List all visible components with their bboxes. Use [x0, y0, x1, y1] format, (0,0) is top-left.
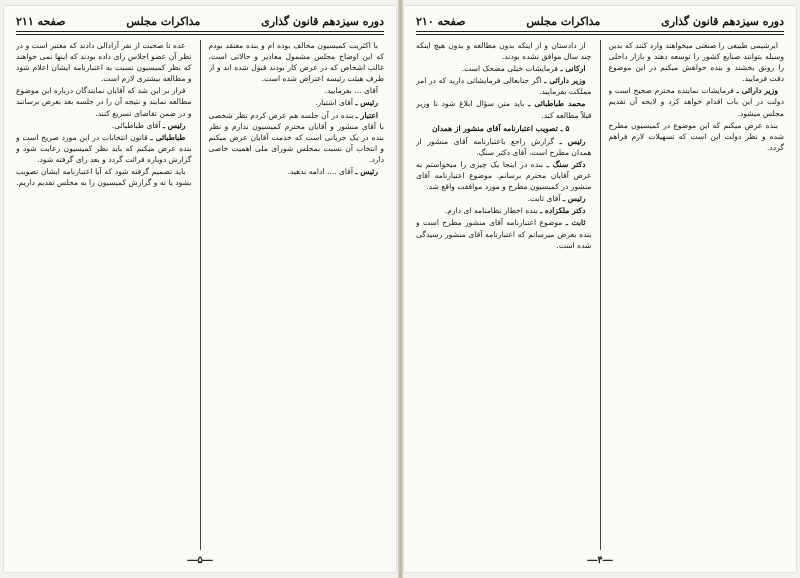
- paragraph: [209, 85, 385, 96]
- paragraph-text: از دادستان و از اینکه بدون مطالعه و بدون هیچ اینکه چند سال موافق نشده بودند.: [416, 41, 592, 62]
- right-page: [404, 6, 796, 572]
- page-label: صفحه ۲۱۰: [416, 14, 466, 28]
- left-page-col-left: [16, 40, 192, 550]
- paragraph: [416, 159, 592, 192]
- paragraph: [16, 166, 192, 188]
- paragraph: [16, 120, 192, 131]
- paragraph-text: ۵ ـ تصویب اعتبارنامه آقای منشور از همدان: [432, 123, 570, 133]
- paragraph: [209, 110, 385, 165]
- paragraph: [16, 132, 192, 165]
- paragraph: [416, 75, 592, 97]
- speaker-name: رئیس ـ: [355, 98, 378, 108]
- paragraph-text: گزارش راجع باعتبارنامه آقای منشور از همدان مطرح است، آقای دکتر سنگ.: [416, 136, 592, 157]
- page-footer: ―۴―: [587, 555, 613, 566]
- paragraph: [209, 166, 385, 177]
- paragraph-text: ابرشیمی طبیعی را صنعتی میخواهند وارد کنند که بدین وسیله بتوانند صنایع کشور را توسعه دهند و بازار داخلی را رونق بخشند و بنده خواهش میکنم در این موضوع دقت فرمایید.: [608, 41, 784, 84]
- section-title: مذاکرات مجلس: [526, 14, 601, 28]
- page-footer: ―۵―: [187, 555, 213, 566]
- paragraph-text: بنده در آن جلسه هم عرض کردم نظر شخصی با آقای منشور و آقایان محترم کمیسیون ندارم و نظر بنده در یک جریانی است که خدمت آقایان عرض میکنم و انتخاب آن نسبت بمجلس شورای ملی اهمیت خاصی دارد.: [208, 110, 384, 164]
- left-page-col-right: [209, 40, 385, 550]
- paragraph-text: باید متن سؤال ابلاغ شود تا وزیر قبلاً مطالعه کند.: [416, 99, 592, 120]
- left-page-columns: [16, 40, 384, 550]
- paragraph-text: قانون انتخابات در این مورد صریح است و بنده عرض میکنم که باید نظر کمیسیون رعایت شود و گزارش دوباره قرائت گردد و بعد رای گرفته شود.: [16, 132, 192, 164]
- paragraph: [209, 40, 385, 84]
- paragraph-text: آقای ...، ادامه بدهید.: [287, 167, 353, 177]
- speaker-name: رئیس ـ: [162, 120, 186, 130]
- header-rule: [416, 31, 784, 35]
- paragraph: [416, 205, 592, 216]
- speaker-name: طباطبائی ـ: [150, 132, 186, 142]
- right-page-col-left: [416, 40, 592, 550]
- speaker-name: دکتر سنگ ـ: [546, 159, 586, 169]
- paragraph-text: بنده در اینجا یک چیزی را میخواستم به عرض آقایان محترم برسانم. موضوع اعتبارنامه آقای منشور در کمیسیون مطرح و مورد موافقت واقع شد.: [416, 159, 592, 192]
- header-rule: [16, 31, 384, 35]
- paragraph: [416, 40, 592, 62]
- right-page-col-right: [609, 40, 785, 550]
- right-page-header: [416, 12, 784, 30]
- paragraph: [416, 193, 592, 204]
- speaker-name: وزیر دارائی ـ: [544, 76, 586, 86]
- left-page-header: [16, 12, 384, 30]
- speaker-name: دکتر ملکزاده ـ: [540, 206, 586, 216]
- paragraph-text: آقای طباطبائی.: [111, 120, 161, 130]
- right-page-columns: [416, 40, 784, 550]
- speaker-name: اعتبار ـ: [355, 110, 378, 120]
- paragraph: [16, 85, 192, 118]
- paragraph-text: فرمایشات نماینده محترم صحیح است و دولت در این باب اقدام خواهد کرد و لایحه آن تقدیم مجلس میشود.: [608, 86, 784, 118]
- paragraph: [609, 120, 785, 153]
- paragraph-text: با اکثریت کمیسیون مخالف بوده ام و بنده معتقد بودم که این اوضاح مجلس مشمول معاذیر و حالاتی است، غالب اشخاص که در عرض کار بودند قبول شده اند و از طرف هیئت رئیسه اعتراض شده است.: [208, 41, 384, 84]
- paragraph-text: فرمایشات خیلی مضحک است.: [461, 64, 559, 74]
- speaker-name: ثابت ـ: [565, 218, 586, 228]
- speaker-name: محمد طباطبائی ـ: [528, 99, 586, 109]
- column-divider: [200, 40, 201, 550]
- paragraph: [416, 217, 592, 250]
- paragraph: [209, 97, 385, 108]
- paragraph-text: باید تصمیم گرفته شود که آیا اعتبارنامه ایشان تصویب بشود یا نه و گزارش کمیسیون را به مجلس تقدیم داریم.: [16, 167, 192, 188]
- paragraph: [16, 40, 192, 84]
- book-spine: [398, 0, 403, 578]
- section-heading: [416, 123, 592, 134]
- paragraph-text: بنده اخطار نظامنامه ای دارم.: [444, 206, 538, 216]
- paragraph-text: قرار بر این شد که آقایان نمایندگان درباره این موضوع مطالعه نمایند و نتیجه آن را در جلسه بعد بعرض برسانند و در ضمن تقاضای تسریع کنند.: [16, 86, 192, 118]
- session-title: دوره سیزدهم قانون گذاری: [261, 14, 384, 28]
- paragraph-text: اگر جنابعالی فرمایشاتی دارید که در امر مملکت بفرمایید.: [416, 76, 592, 97]
- paragraph: [416, 136, 592, 158]
- paragraph-text: بنده عرض میکنم که این موضوع در کمیسیون مطرح شده و نظر دولت این است که تسهیلات لازم فراهم گردد.: [608, 120, 784, 152]
- paragraph: [416, 63, 592, 74]
- paragraph: [609, 85, 785, 118]
- section-title: مذاکرات مجلس: [126, 14, 201, 28]
- speaker-name: رئیس ـ: [355, 167, 378, 177]
- paragraph-text: آقای ثابت.: [527, 194, 561, 204]
- column-divider: [600, 40, 601, 550]
- paragraph: [609, 40, 785, 84]
- paragraph-text: عده تا صحبت از نفر آزادالی دادند که معتبر است و در نظر آن عضو اجلاس رای داده بودند که اینها نمی خواهند که نظر کمیسیون نسبت به اعتبارنامه ایشان اعلام شود و مطالعه بیشتری لازم است.: [16, 41, 192, 84]
- paragraph-text: آقای اشتیار.: [315, 98, 353, 108]
- session-title: دوره سیزدهم قانون گذاری: [661, 14, 784, 28]
- speaker-name: رئیس ـ: [562, 194, 586, 204]
- paragraph: [416, 98, 592, 120]
- speaker-name: رئیس ـ: [559, 136, 586, 146]
- speaker-name: وزیر دارائی ـ: [736, 86, 778, 96]
- paragraph-text: موضوع اعتبارنامه آقای منشور مطرح است و بنده بعرض میرسانم که اعتبارنامه آقای منشور رسیدگی شده است.: [416, 218, 592, 250]
- paragraph-text: آقای ... بفرمایید.: [324, 86, 378, 96]
- page-label: صفحه ۲۱۱: [16, 14, 66, 28]
- speaker-name: ارکانی ـ: [560, 64, 586, 74]
- left-page: [4, 6, 396, 572]
